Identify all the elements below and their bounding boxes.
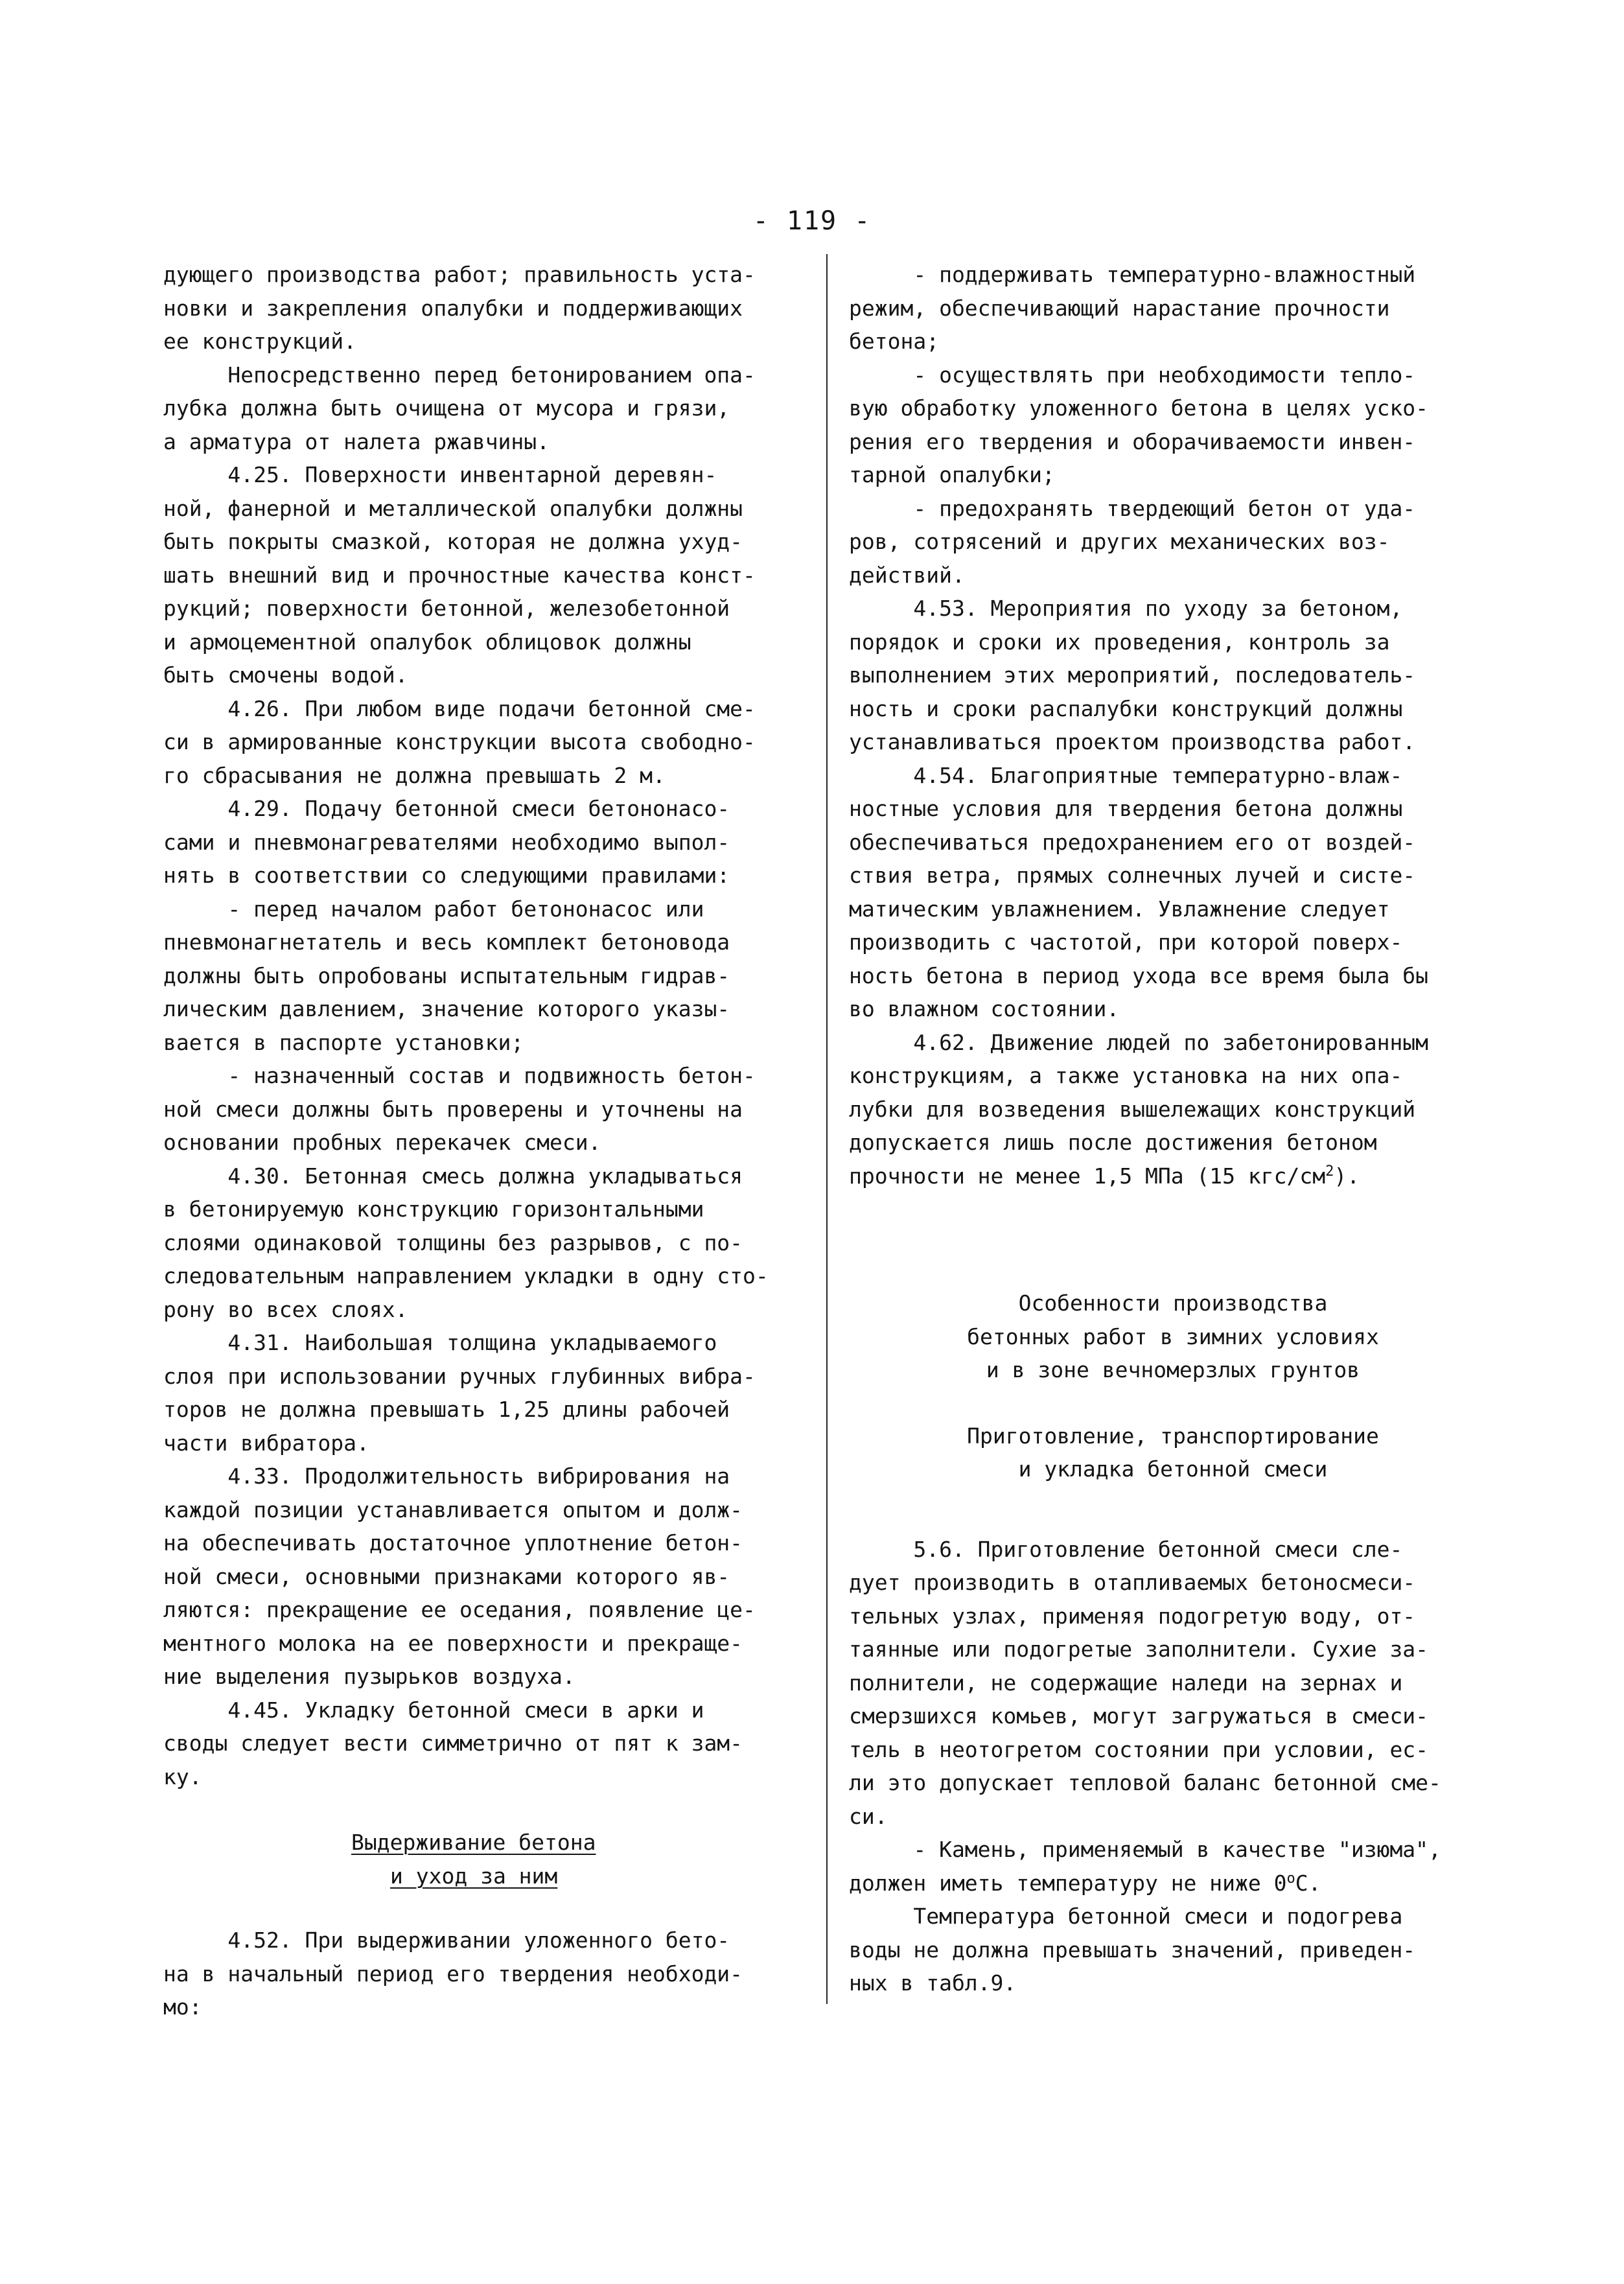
- text-line: ли это допускает тепловой баланс бетонной сме-: [849, 1770, 1441, 1795]
- left-body-text: [163, 258, 811, 1793]
- section-heading-preparation: [849, 1419, 1497, 1486]
- text-line: - поддерживать температурно-влажностный: [849, 262, 1416, 287]
- left-body-text-2: [163, 1924, 811, 2024]
- section-heading-curing: [163, 1826, 811, 1893]
- text-line: ров, сотрясений и других механических воз-: [849, 529, 1390, 554]
- text-line: и армоцементной опалубок облицовок должны: [163, 629, 691, 655]
- heading-line: Приготовление, транспортирование: [967, 1423, 1379, 1449]
- text-line: рукций; поверхности бетонной, железобетонной: [163, 596, 730, 621]
- text-line: ностные условия для твердения бетона должны: [849, 796, 1403, 821]
- text-line: 4.30. Бетонная смесь должна укладываться: [163, 1163, 743, 1189]
- text-line: ной смеси, основными признаками которого яв-: [163, 1563, 730, 1589]
- text-line: конструкциям, а также установка на них опа-: [849, 1063, 1403, 1088]
- text-line: части вибратора.: [163, 1430, 369, 1456]
- text-line: слоя при использовании ручных глубинных вибра-: [163, 1363, 756, 1389]
- text-line: 4.33. Продолжительность вибрирования на: [163, 1463, 730, 1489]
- temperature-line: должен иметь температуру не ниже $0^оС$.: [849, 1870, 1321, 1896]
- text-line: допускается лишь после достижения бетоном: [849, 1130, 1377, 1155]
- text-line: основании пробных перекачек смеси.: [163, 1130, 601, 1155]
- text-line: а арматура от налета ржавчины.: [163, 428, 550, 454]
- text-line: дующего производства работ; правильность уста-: [163, 262, 756, 287]
- text-line: вается в паспорте установки;: [163, 1029, 524, 1055]
- text-line: сами и пневмонагревателями необходимо выпол-: [163, 829, 730, 855]
- text-line: 4.54. Благоприятные температурно-влаж-: [849, 762, 1403, 788]
- text-line: обеспечиваться предохранением его от воздей-: [849, 829, 1416, 855]
- page-number: - 119 -: [752, 206, 872, 236]
- right-body-text-3: [849, 1900, 1497, 2000]
- heading-line: Особенности производства: [1018, 1290, 1328, 1316]
- heading-line: и уход за ним: [390, 1863, 558, 1889]
- text-line: воды не должна превышать значений, приведен-: [849, 1937, 1416, 1963]
- text-line: следовательным направлением укладки в одну сто-: [163, 1263, 769, 1288]
- text-line: ние выделения пузырьков воздуха.: [163, 1664, 575, 1689]
- text-line: ку.: [163, 1764, 202, 1789]
- text-line: каждой позиции устанавливается опытом и долж-: [163, 1497, 743, 1522]
- text-line: тель в неотогретом состоянии при условии, ес-: [849, 1736, 1429, 1762]
- text-line: 4.31. Наибольшая толщина укладываемого: [163, 1330, 717, 1355]
- text-line: ность бетона в период ухода все время была бы: [849, 962, 1429, 988]
- text-line: ной смеси должны быть проверены и уточнены на: [163, 1096, 743, 1122]
- text-line: в бетонируемую конструкцию горизонтальными: [163, 1196, 704, 1222]
- text-line: 4.53. Мероприятия по уходу за бетоном,: [849, 596, 1403, 621]
- text-line: шать внешний вид и прочностные качества конст-: [163, 562, 756, 588]
- text-line: порядок и сроки их проведения, контроль за: [849, 629, 1390, 655]
- section-heading-winter: [849, 1287, 1497, 1387]
- text-line: быть покрыты смазкой, которая не должна ухуд-: [163, 529, 743, 554]
- text-line: рону во всех слоях.: [163, 1296, 408, 1322]
- text-line: на в начальный период его твердения необходи-: [163, 1961, 743, 1987]
- text-line: торов не должна превышать 1,25 длины рабочей: [163, 1397, 730, 1422]
- right-body-text-2: [849, 1533, 1497, 1867]
- text-line: - перед началом работ бетононасос или: [163, 896, 704, 922]
- text-line: производить с частотой, при которой поверх-: [849, 929, 1403, 955]
- text-line: тельных узлах, применяя подогретую воду, от-: [849, 1603, 1416, 1629]
- right-column: [849, 258, 1497, 2000]
- text-line: ной, фанерной и металлической опалубки должны: [163, 495, 743, 521]
- text-line: ляются: прекращение ее оседания, появление це-: [163, 1597, 756, 1622]
- text-line: си в армированные конструкции высота свободно-: [163, 729, 756, 754]
- text-line: полнители, не содержащие наледи на зернах и: [849, 1670, 1403, 1696]
- text-line: 4.26. При любом виде подачи бетонной сме-: [163, 695, 756, 721]
- text-line: - предохранять твердеющий бетон от уда-: [849, 495, 1416, 521]
- left-column: [163, 258, 811, 2024]
- strength-line: прочности не менее 1,5 МПа (15 кгс/$см^2$).: [849, 1163, 1360, 1189]
- text-line: лубка должна быть очищена от мусора и грязи,: [163, 395, 730, 421]
- text-line: ментного молока на ее поверхности и прекраще-: [163, 1630, 743, 1656]
- text-line: должны быть опробованы испытательным гидрав-: [163, 962, 730, 988]
- text-line: бетона;: [849, 329, 940, 354]
- text-line: Непосредственно перед бетонированием опа-: [163, 362, 756, 388]
- text-line: си.: [849, 1803, 888, 1829]
- text-line: - осуществлять при необходимости тепло-: [849, 362, 1416, 388]
- text-line: 4.25. Поверхности инвентарной деревян-: [163, 462, 717, 487]
- text-line: ствия ветра, прямых солнечных лучей и систе-: [849, 863, 1416, 888]
- text-line: ных в табл.9.: [849, 1970, 1017, 1996]
- text-line: действий.: [849, 562, 965, 588]
- text-line: 4.52. При выдерживании уложенного бето-: [163, 1928, 730, 1953]
- text-line: устанавливаться проектом производства работ.: [849, 729, 1416, 754]
- text-line: пневмонагнетатель и весь комплект бетоновода: [163, 929, 730, 955]
- text-line: 5.6. Приготовление бетонной смеси сле-: [849, 1536, 1403, 1562]
- text-line: выполнением этих мероприятий, последователь-: [849, 662, 1416, 688]
- text-line: режим, обеспечивающий нарастание прочности: [849, 295, 1390, 321]
- text-line: ность и сроки распалубки конструкций должны: [849, 695, 1403, 721]
- text-line: смерзшихся комьев, могут загружаться в смеси-: [849, 1703, 1429, 1729]
- text-line: лическим давлением, значение которого указы-: [163, 996, 730, 1021]
- text-line: быть смочены водой.: [163, 662, 408, 688]
- text-line: тарной опалубки;: [849, 462, 1055, 487]
- text-line: новки и закрепления опалубки и поддерживающих: [163, 295, 743, 321]
- heading-line: Выдерживание бетона: [351, 1830, 596, 1855]
- text-line: таянные или подогретые заполнители. Сухие за-: [849, 1637, 1429, 1662]
- text-line: нять в соответствии со следующими правилами:: [163, 863, 730, 888]
- text-line: ее конструкций.: [163, 329, 357, 354]
- text-line: рения его твердения и оборачиваемости инвен-: [849, 428, 1416, 454]
- text-line: 4.45. Укладку бетонной смеси в арки и: [163, 1697, 704, 1723]
- text-line: мо:: [163, 1994, 202, 2020]
- text-line: - Камень, применяемый в качестве "изюма",: [849, 1837, 1441, 1862]
- text-line: - назначенный состав и подвижность бетон-: [163, 1063, 756, 1088]
- text-line: го сбрасывания не должна превышать 2 м.: [163, 762, 666, 788]
- column-divider: [826, 254, 828, 2004]
- text-line: дует производить в отапливаемых бетоносмеси-: [849, 1570, 1416, 1595]
- text-line: 4.62. Движение людей по забетонированным: [849, 1029, 1429, 1055]
- text-line: матическим увлажнением. Увлажнение следует: [849, 896, 1390, 922]
- text-line: своды следует вести симметрично от пят к зам-: [163, 1730, 743, 1756]
- text-line: вую обработку уложенного бетона в целях уско-: [849, 395, 1429, 421]
- text-line: лубки для возведения вышележащих конструкций: [849, 1096, 1416, 1122]
- heading-line: бетонных работ в зимних условиях: [967, 1323, 1379, 1349]
- text-line: слоями одинаковой толщины без разрывов, с по-: [163, 1229, 743, 1255]
- text-line: на обеспечивать достаточное уплотнение бетон-: [163, 1530, 743, 1556]
- text-line: 4.29. Подачу бетонной смеси бетононасо-: [163, 796, 730, 821]
- text-line: во влажном состоянии.: [849, 996, 1120, 1021]
- text-line: Температура бетонной смеси и подогрева: [849, 1904, 1403, 1929]
- heading-line: и укладка бетонной смеси: [1018, 1456, 1328, 1482]
- right-body-text: [849, 258, 1497, 1159]
- heading-line: и в зоне вечномерзлых грунтов: [986, 1357, 1360, 1382]
